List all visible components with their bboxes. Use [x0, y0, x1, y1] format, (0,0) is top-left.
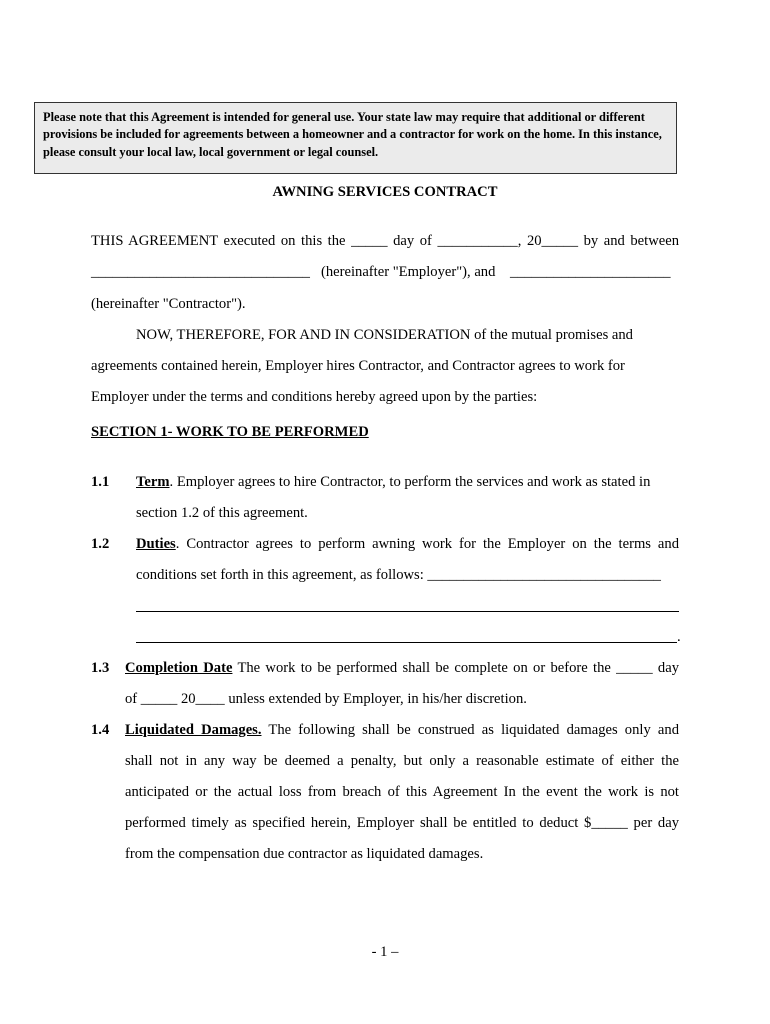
intro-line-1: THIS AGREEMENT executed on this the _____ day of ___________, 20_____ by and between: [91, 233, 679, 249]
liquidated-damages-label: Liquidated Damages.: [125, 722, 262, 738]
duties-blank-line-1[interactable]: [136, 611, 679, 612]
clause-1-3-line-1: [125, 659, 679, 677]
disclaimer-notice-text: Please note that this Agreement is intended for general use. Your state law may require that additional or different provisions be included for agreements between a homeowner and a contractor for work on the home. In this instance, please consult your local law, local government or legal counsel.: [43, 110, 662, 159]
whereas-line-1: NOW, THEREFORE, FOR AND IN CONSIDERATION of the mutual promises and: [136, 327, 633, 343]
employer-designation: (hereinafter "Employer"), and: [321, 264, 496, 280]
term-label: Term: [136, 474, 170, 490]
whereas-line-3: Employer under the terms and conditions hereby agreed upon by the parties:: [91, 389, 538, 405]
clause-1-2-line-1: [136, 535, 679, 553]
disclaimer-notice-box: [34, 102, 677, 174]
clause-1-1-number: 1.1: [91, 474, 110, 490]
duties-blank-line-2[interactable]: [136, 642, 677, 643]
clause-1-4-line-2: shall not in any way be deemed a penalty, but only a reasonable estimate of either the: [125, 753, 679, 769]
clause-1-4-line-5: from the compensation due contractor as liquidated damages.: [125, 846, 484, 862]
clause-1-1-line-1: [136, 473, 650, 491]
completion-date-label: Completion Date: [125, 660, 233, 676]
whereas-line-2: agreements contained herein, Employer hires Contractor, and Contractor agrees to work for: [91, 358, 625, 374]
duties-text: . Contractor agrees to perform awning work for the Employer on the terms and: [175, 536, 679, 552]
clause-1-4-number: 1.4: [91, 722, 110, 738]
duties-label: Duties: [136, 536, 176, 552]
clause-1-4-line-1: [125, 721, 679, 739]
clause-1-3-number: 1.3: [91, 660, 110, 676]
employer-name-blank[interactable]: ______________________________: [91, 264, 310, 280]
completion-date-text: The work to be performed shall be complete on or before the _____ day: [232, 660, 680, 676]
term-text: . Employer agrees to hire Contractor, to perform the services and work as stated in: [169, 474, 651, 490]
liquidated-damages-text: The following shall be construed as liquidated damages only and: [261, 722, 679, 738]
clause-1-3-line-2: of _____ 20____ unless extended by Employer, in his/her discretion.: [125, 691, 527, 707]
section-1-heading: SECTION 1- WORK TO BE PERFORMED: [91, 424, 369, 440]
document-title: AWNING SERVICES CONTRACT: [272, 184, 498, 200]
clause-1-4-line-4: performed timely as specified herein, Employer shall be entitled to deduct $_____ per day: [125, 815, 679, 831]
clause-1-1-line-2: section 1.2 of this agreement.: [136, 505, 308, 521]
contractor-name-blank[interactable]: ______________________: [510, 264, 671, 280]
page-number: - 1 –: [371, 944, 399, 960]
contractor-designation: (hereinafter "Contractor").: [91, 296, 246, 312]
clause-1-2-line-2: conditions set forth in this agreement, as follows: ________________________________: [136, 567, 661, 583]
duties-period: .: [677, 629, 681, 645]
clause-1-4-line-3: anticipated or the actual loss from breach of this Agreement In the event the work is not: [125, 784, 679, 800]
clause-1-2-number: 1.2: [91, 536, 110, 552]
